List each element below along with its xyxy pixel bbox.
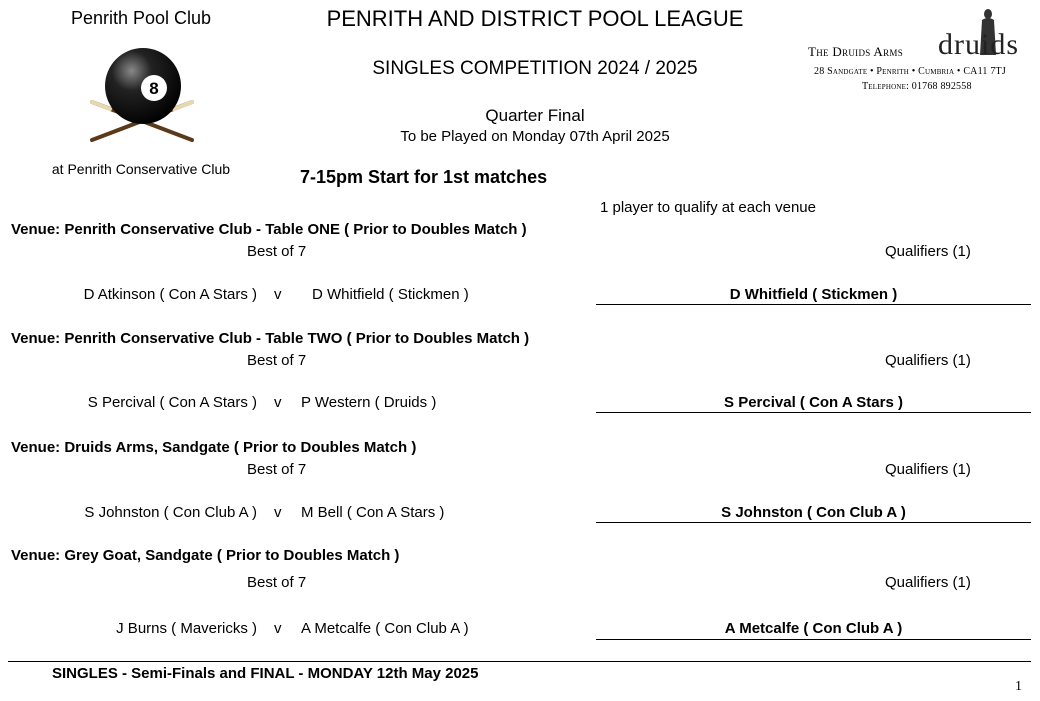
player-1: S Percival ( Con A Stars ): [87, 394, 257, 411]
club-subtitle: at Penrith Conservative Club: [51, 161, 231, 177]
qualifiers-header: Qualifiers (1): [885, 243, 971, 260]
qualifier-name: S Percival ( Con A Stars ): [724, 394, 903, 411]
footer-divider: [8, 661, 1031, 662]
competition-title: SINGLES COMPETITION 2024 / 2025: [372, 58, 698, 79]
round-date: To be Played on Monday 07th April 2025: [400, 128, 670, 145]
qualifier-name: S Johnston ( Con Club A ): [721, 504, 906, 521]
ball-number: 8: [149, 79, 159, 98]
qualifier-underline: [596, 639, 1031, 640]
league-title: PENRITH AND DISTRICT POOL LEAGUE: [326, 6, 744, 31]
round-title: Quarter Final: [485, 106, 585, 125]
player-1: J Burns ( Mavericks ): [116, 620, 257, 637]
player-2: D Whitfield ( Stickmen ): [312, 286, 469, 303]
best-of: Best of 7: [247, 574, 307, 591]
sponsor-block: [800, 6, 1035, 96]
venue-title: Venue: Druids Arms, Sandgate ( Prior to Doubles Match ): [11, 439, 417, 456]
versus-label: v: [274, 504, 282, 521]
versus-label: v: [274, 286, 282, 303]
club-name: Penrith Pool Club: [70, 8, 212, 28]
qualifier-name: A Metcalfe ( Con Club A ): [724, 620, 903, 637]
player-2: M Bell ( Con A Stars ): [301, 504, 445, 521]
player-2: P Western ( Druids ): [301, 394, 437, 411]
qualifier-name: D Whitfield ( Stickmen ): [729, 286, 898, 303]
qualifiers-header: Qualifiers (1): [885, 461, 971, 478]
best-of: Best of 7: [247, 352, 307, 369]
qualifiers-header: Qualifiers (1): [885, 574, 971, 591]
qualifier-underline: [596, 522, 1031, 523]
best-of: Best of 7: [247, 461, 307, 478]
pool-ball-logo-icon: [88, 44, 198, 149]
sponsor-logo-text: druids: [938, 28, 1019, 61]
versus-label: v: [274, 620, 282, 637]
qualifier-underline: [596, 412, 1031, 413]
qualifier-underline: [596, 304, 1031, 305]
sponsor-name: The Druids Arms: [808, 44, 904, 59]
footer-text: SINGLES - Semi-Finals and FINAL - MONDAY 12th May 2025: [52, 665, 479, 682]
player-1: D Atkinson ( Con A Stars ): [83, 286, 257, 303]
page-number: 1: [1015, 679, 1022, 694]
sponsor-address: 28 Sandgate • Penrith • Cumbria • CA11 7TJ: [814, 66, 1006, 77]
best-of: Best of 7: [247, 243, 307, 260]
player-1: S Johnston ( Con Club A ): [84, 504, 257, 521]
qualifiers-header: Qualifiers (1): [885, 352, 971, 369]
sponsor-telephone: Telephone: 01768 892558: [862, 81, 972, 92]
player-2: A Metcalfe ( Con Club A ): [301, 620, 469, 637]
venue-title: Venue: Penrith Conservative Club - Table ONE ( Prior to Doubles Match ): [11, 221, 527, 238]
venue-title: Venue: Grey Goat, Sandgate ( Prior to Doubles Match ): [11, 547, 400, 564]
venue-title: Venue: Penrith Conservative Club - Table TWO ( Prior to Doubles Match ): [11, 330, 530, 347]
versus-label: v: [274, 394, 282, 411]
start-time: 7-15pm Start for 1st matches: [300, 167, 548, 187]
qualify-note: 1 player to qualify at each venue: [600, 199, 816, 216]
